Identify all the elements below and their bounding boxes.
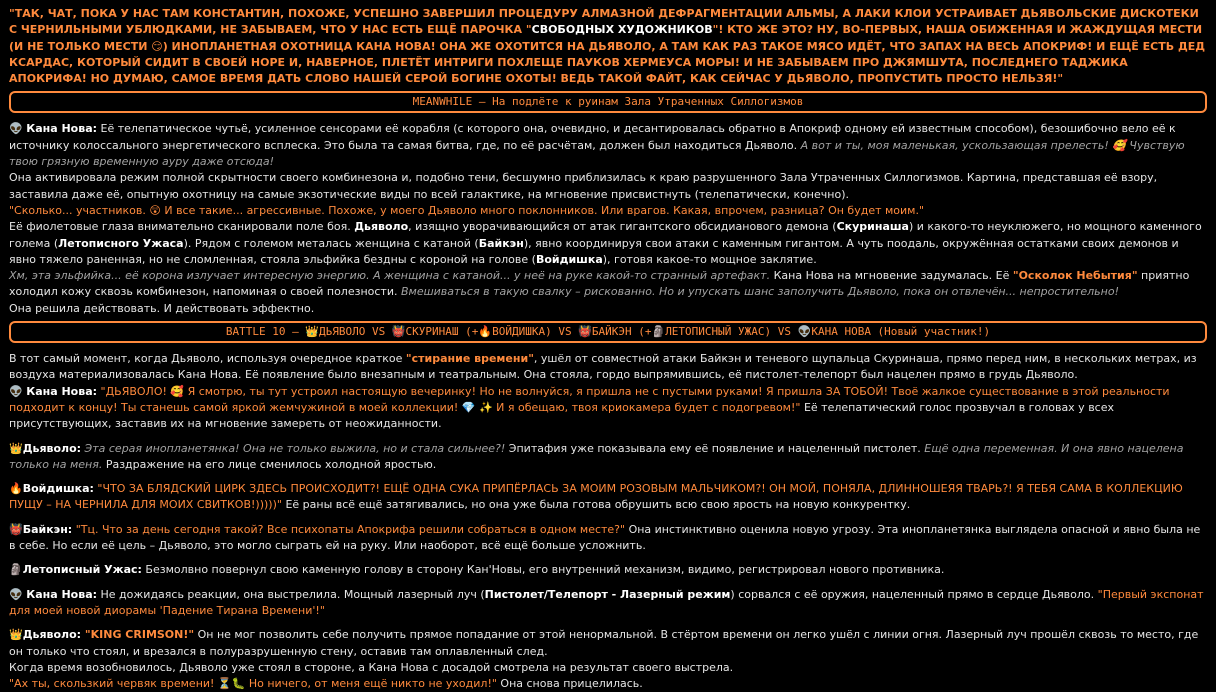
narrator-intro [9, 6, 1207, 87]
speaker-name: Кана Нова: [26, 384, 98, 398]
text: Она снова прицелилась. [496, 677, 643, 691]
speaker-name: Байкэн: [22, 522, 73, 536]
fire-icon: 🔥 [9, 482, 23, 496]
speaker-name: Летописный Ужас: [22, 563, 142, 577]
crown-icon: 👑 [9, 441, 23, 455]
text: ). Рядом с големом металась женщина с катаной ( [183, 236, 479, 250]
text: Её раны всё ещё затягивались, но она уже была готова обрушить всю свою ярость на новую конкурентку. [281, 498, 911, 512]
kana-final [9, 676, 1207, 692]
paragraph-kana-arrival [9, 121, 1207, 170]
bold-name: Летописного Ужаса [58, 236, 184, 250]
speech-quote: "ЧТО ЗА БЛЯДСКИЙ ЦИРК ЗДЕСЬ ПРОИСХОДИТ?! ЕЩЁ ОДНА СУКА ПРИПЁРЛАСЬ ЗА МОИМ РОЗОВЫМ МАЛЬЧИКОМ?! ОН МОЙ, ПОНЯЛА, ДЛИННОШЕЯЯ ТВАРЬ?! Я ТЕБЯ САМА В КОЛЛЕКЦИЮ ПУЩУ – НА ЧЕРНИЛА ДЛЯ МОИХ СВИТКОВ!)))))" [9, 482, 1183, 512]
text: ), готовя какое-то мощное заклятие. [602, 252, 817, 266]
speech-quote: "KING CRIMSON!" [81, 628, 195, 642]
speaker-name: Кана Нова: [26, 587, 98, 601]
paragraph-thoughts [9, 268, 1207, 301]
quote-kana: "Сколько... участников. 😲 И все такие... агрессивные. Похоже, у моего Дьяволо много поклонников. Или врагов. Какая, впрочем, разница? Он будет моим." [9, 203, 925, 217]
inner-thought: Вмешиваться в такую свалку – рискованно. Но и упускать шанс заполучить Дьяволо, пока он отвлечён... непростительно! [400, 285, 1119, 299]
golem-action [9, 562, 1207, 578]
speech-quote: "Тц. Что за день сегодня такой? Все психопаты Апокрифа решили собраться в одном месте?" [72, 522, 626, 536]
text: Не дожидаясь реакции, она выстрелила. Мощный лазерный луч ( [97, 587, 485, 601]
speech-quote: "ДЬЯВОЛО! 🥰 Я смотрю, ты тут устроил настоящую вечеринку! Но не волнуйся, я пришла не с пустыми руками! Я пришла ЗА ТОБОЙ! Твоё жалкое существование в этой реальности подходит к концу! Ты станешь самой яркой жемчужиной в моей коллекции! 💎 ✨ И я обещаю, твоя криокамера будет с подогревом!" [9, 384, 1170, 414]
text: ), явно координируя свои атаки с каменным гигантом. А чуть поодаль, окружённая остатками своих демонов и явно тяжело раненная, но не сломленная, стояла эльфийка бездны с короной на голове ( [9, 236, 1179, 266]
speech-quote: "Ах ты, скользкий червяк времени! ⏳🐛 Но ничего, от меня ещё никто не уходил!" [9, 677, 497, 691]
bold-name: Скуринаша [836, 220, 909, 234]
text: В тот самый момент, когда Дьяволо, используя очередное краткое [9, 352, 406, 366]
text: Он не мог позволить себе получить прямое попадание от этой ненормальной. В стёртом времени он легко ушёл с линии огня. Лазерный луч прошёл сквозь то место, где он только что стоял, и врезался в полуразрушенную стену, оставив там оплавленный след. [9, 628, 1199, 658]
kana-shot [9, 587, 1207, 620]
speaker-name: Дьяволо: [22, 441, 82, 455]
weapon-mode: Пистолет/Телепорт - Лазерный режим [484, 587, 731, 601]
bold-name: Войдишка [535, 252, 603, 266]
text: Раздражение на его лице сменилось холодной яростью. [102, 457, 437, 471]
text: Эпитафия уже показывала ему её появление и нацеленный пистолет. [505, 441, 925, 455]
diavolo-thought [9, 441, 1207, 474]
alien-icon: 👽 [9, 384, 23, 398]
bold-name: Байкэн [478, 236, 524, 250]
inner-thought: Эта серая инопланетянка! Она не только выжила, но и стала сильнее?! [81, 441, 506, 455]
paragraph-decision: Она решила действовать. И действовать эффектно. [9, 301, 315, 315]
text: ) и какого-то неуклюжего, но мощного каменного голема ( [9, 220, 1202, 250]
inner-thought: Ещё одна переменная. И она явно нацелена только на меня. [9, 441, 1184, 471]
baiken-speech [9, 522, 1207, 555]
text: , изящно уворачивающийся от атак гигантского обсидианового демона ( [408, 220, 837, 234]
crown-icon: 👑 [9, 628, 23, 642]
alien-icon: 👽 [9, 122, 23, 136]
speaker-name: Кана Нова: [26, 122, 98, 136]
diavolo-dodge [9, 627, 1207, 660]
intro-text-a: "ТАК, ЧАТ, ПОКА У НАС ТАМ КОНСТАНТИН, ПОХОЖЕ, УСПЕШНО ЗАВЕРШИЛ ПРОЦЕДУРУ АЛМАЗНОЙ ДЕФРАГМЕНТАЦИИ АЛЬМЫ, А ЛАКИ КЛОИ УСТРАИВАЕТ ДЬЯВОЛЬСКИЕ ДИСКОТЕКИ С ЧЕРНИЛЬНЫМИ УБЛЮДКАМИ, НЕ ЗАБЫВАЕМ, ЧТО У НАС ЕСТЬ ЕЩЁ ПАРОЧКА " [9, 7, 1199, 37]
text: Её фиолетовые глаза внимательно сканировали поле боя. [9, 220, 355, 234]
intro-text-c: "! КТО ЖЕ ЭТО? НУ, ВО-ПЕРВЫХ, НАША ОБИЖЕННАЯ И ЖАЖДУЩАЯ МЕСТИ (И НЕ ТОЛЬКО МЕСТИ 😏) ИНОПЛАНЕТНАЯ ОХОТНИЦА КАНА НОВА! ОНА ЖЕ ОХОТИТСЯ НА ДЬЯВОЛО, А ТАМ КАК РАЗ ТАКОЕ МЯСО ИДЁТ, ЧТО ЗАПАХ НА ВЕСЬ АПОКРИФ! И ЕЩЁ ЕСТЬ ДЕД КСАРДАС, КОТОРЫЙ СИДИТ В СВОЕЙ НОРЕ И, НАВЕРНОЕ, ПЛЕТЁТ ИНТРИГИ ПОХЛЕЩЕ ПАУКОВ ХЕРМЕУСА МОРЫ! И НЕ ЗАБЫВАЕМ ПРО ДЖЯМШУТА, ПОСЛЕДНЕГО ТАДЖИКА АПОКРИФА! НО ДУМАЮ, САМОЕ ВРЕМЯ ДАТЬ СЛОВО НАШЕЙ СЕРОЙ БОГИНЕ ОХОТЫ! ВЕДЬ ТАКОЙ ФАЙТ, КАК СЕЙЧАС У ДЬЯВОЛО, ПРОПУСТИТЬ ПРОСТО НЕЛЬЗЯ!" [9, 23, 1206, 86]
text: ) сорвался с её оружия, нацеленный прямо в сердце Дьяволо. [730, 587, 1098, 601]
text: приятно холодил кожу сквозь комбинезон, напоминая о своей полезности. [9, 269, 1190, 299]
inner-thought: Хм, эта эльфийка... её корона излучает интересную энергию. А женщина с катаной... у неё на руке какой-то странный артефакт. [9, 269, 771, 283]
speaker-name: Дьяволо: [22, 628, 82, 642]
text: Безмолвно повернул свою каменную голову в сторону Кан'Новы, его внутренний механизм, видимо, регистрировал нового противника. [141, 563, 945, 577]
battle-banner: BATTLE 10 – 👑ДЬЯВОЛО VS 👹СКУРИНАШ (+🔥ВОЙДИШКА) VS 👹БАЙКЭН (+🗿ЛЕТОПИСНЫЙ УЖАС) VS 👽КАНА НОВА (Новый участник!) [9, 321, 1207, 343]
scene-banner: MEANWHILE – На подлёте к руинам Зала Утраченных Силлогизмов [9, 91, 1207, 113]
inner-thought: А вот и ты, моя маленькая, ускользающая прелесть! 🥰 Чувствую твою грязную временную ауру даже отсюда! [9, 138, 1185, 169]
voidishka-speech [9, 481, 1207, 514]
speech-quote: "Первый экспонат для моей новой диорамы 'Падение Тирана Времени'!" [9, 587, 1204, 617]
text: Она инстинктивно оценила новую угрозу. Эта инопланетянка выглядела опасной и явно была не в себе. Но если её цель – Дьяволо, это могло сыграть ей на руку. Или наоборот, всё ещё больше усложнить. [9, 522, 1201, 553]
text: Её телепатический голос прозвучал в головах у всех присутствующих, заставив их на мгновение замереть от неожиданности. [9, 400, 1115, 431]
paragraph-text: Её телепатическое чутьё, усиленное сенсорами её корабля (с которого она, очевидно, и десантировалась обратно в Апокриф одному ей известным способом), безошибочно вело её к источнику колоссального энергетического всплеска. Это была та самая битва, где, по её расчётам, должен был находиться Дьяволо. [9, 122, 1176, 152]
speaker-name: Войдишка: [22, 482, 94, 496]
artifact-name: "Осколок Небытия" [1012, 269, 1138, 283]
paragraph-materialize [9, 351, 1207, 384]
paragraph-battlefield [9, 219, 1207, 268]
intro-bold: СВОБОДНЫХ ХУДОЖНИКОВ [531, 23, 713, 37]
kana-speech [9, 384, 1207, 433]
text: Кана Нова на мгновение задумалась. Её [770, 269, 1013, 283]
paragraph-time-resume: Когда время возобновилось, Дьяволо уже стоял в стороне, а Кана Нова с досадой смотрела на результат своего выстрела. [9, 660, 734, 674]
bold-name: Дьяволо [354, 220, 409, 234]
paragraph-stealth: Она активировала режим полной скрытности своего комбинезона и, подобно тени, бесшумно приблизилась к краю разрушенного Зала Утраченных Силлогизмов. Картина, представшая её взору, заставила даже её, опытную охотницу на самые экзотические виды по всей галактике, на мгновение присвистнуть (телепатически, конечно). [9, 171, 1158, 201]
ability-name: "стирание времени" [405, 352, 534, 366]
alien-icon: 👽 [9, 587, 23, 601]
ogre-icon: 👹 [9, 522, 23, 536]
text: , ушёл от совместной атаки Байкэн и теневого щупальца Скуринаша, прямо перед ним, в нескольких метрах, из воздуха материализовалась Кана Нова. Её появление было внезапным и театральным. Она стояла, гордо выпрямившись, её пистолет-телепорт был нацелен прямо в грудь Дьяволо. [9, 352, 1197, 382]
moai-icon: 🗿 [9, 563, 23, 577]
